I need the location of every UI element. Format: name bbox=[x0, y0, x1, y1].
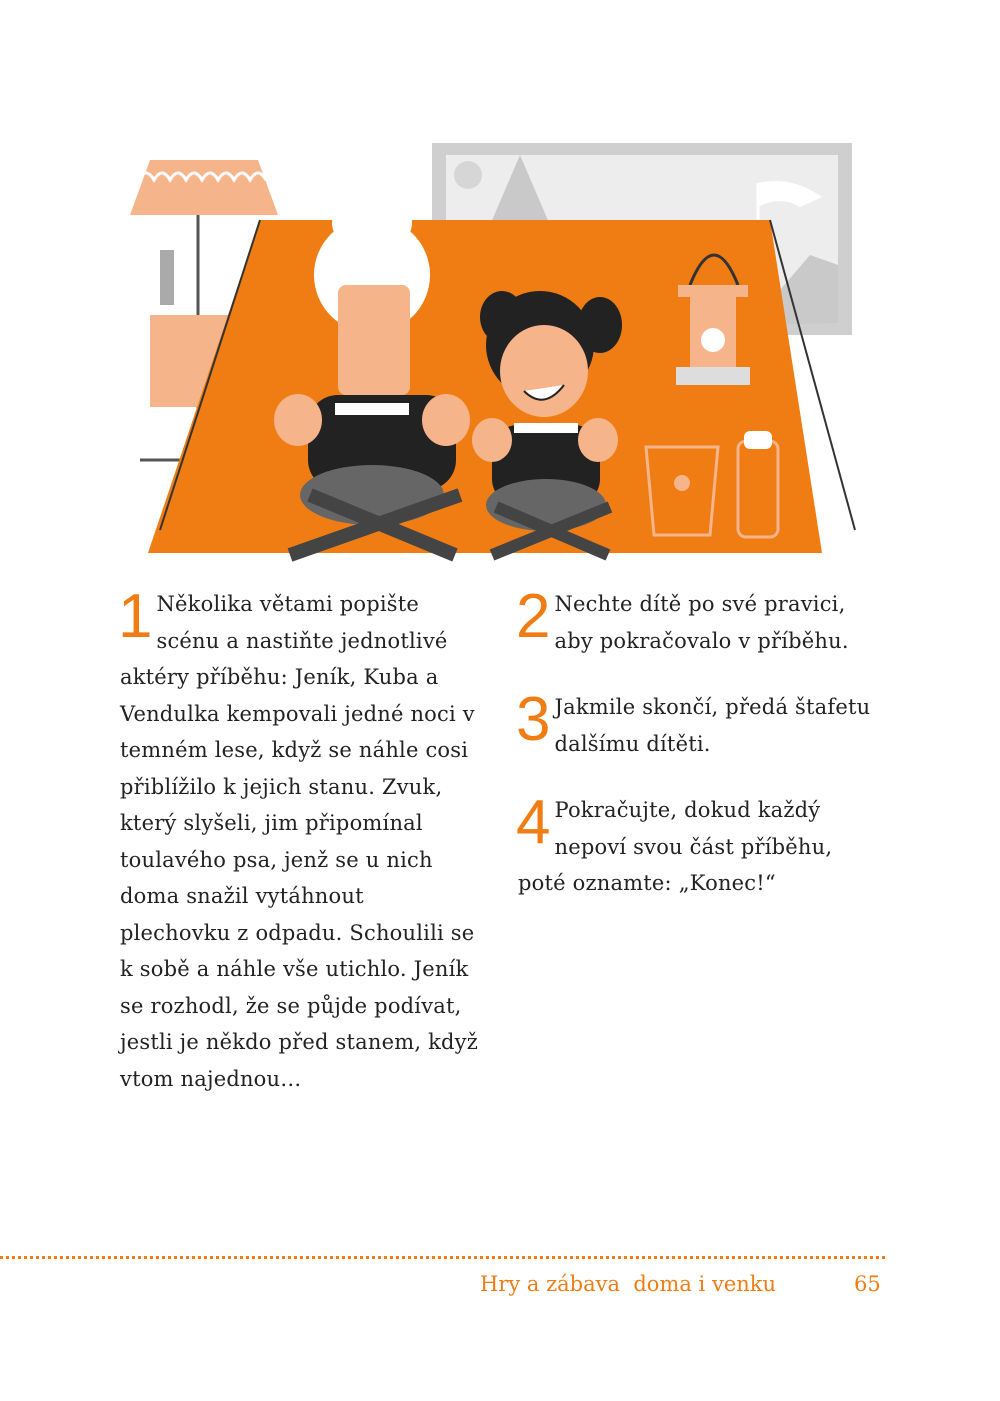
tent-illustration bbox=[110, 135, 890, 565]
page-number: 65 bbox=[854, 1272, 881, 1296]
step-4 bbox=[516, 788, 878, 902]
girl-figure bbox=[472, 291, 622, 555]
step-text: Nechte dítě po své pravici, aby pokračovalo v příběhu. bbox=[554, 592, 849, 653]
tent-blanket bbox=[148, 220, 822, 553]
step-1 bbox=[118, 582, 480, 1097]
right-column bbox=[516, 582, 878, 932]
bottle-icon bbox=[160, 250, 174, 305]
step-text: Pokračujte, dokud každý nepoví svou část příběhu, poté oznamte: „Konec!“ bbox=[518, 798, 833, 895]
step-text: Jakmile skončí, předá štafetu dalšímu dítěti. bbox=[554, 695, 871, 756]
bottle-icon bbox=[738, 441, 778, 537]
footer-book-title: Hry a zábava doma i venku bbox=[480, 1272, 777, 1296]
step-2 bbox=[516, 582, 878, 659]
step-number: 1 bbox=[118, 582, 153, 651]
footer-divider bbox=[0, 1256, 885, 1259]
step-number: 2 bbox=[516, 582, 551, 651]
left-column bbox=[118, 582, 480, 1127]
step-text: Několika větami popište scénu a nastiňte jednotlivé aktéry příběhu: Jeník, Kuba a Vendulka kempovali jedné noci v temném lese, když se náhle cosi přiblížilo k jejich stanu. Zvuk, který slyšeli, jim připomínal toulavého psa, jenž se u nich doma snažil vytáhnout plechovku z odpadu. Schoulili se k sobě a náhle vše utichlo. Jeník se rozhodl, že se půjde podívat, jestli je někdo před stanem, když vtom najednou… bbox=[120, 592, 478, 1091]
step-number: 3 bbox=[516, 685, 551, 754]
step-number: 4 bbox=[516, 788, 551, 857]
step-3 bbox=[516, 685, 878, 762]
